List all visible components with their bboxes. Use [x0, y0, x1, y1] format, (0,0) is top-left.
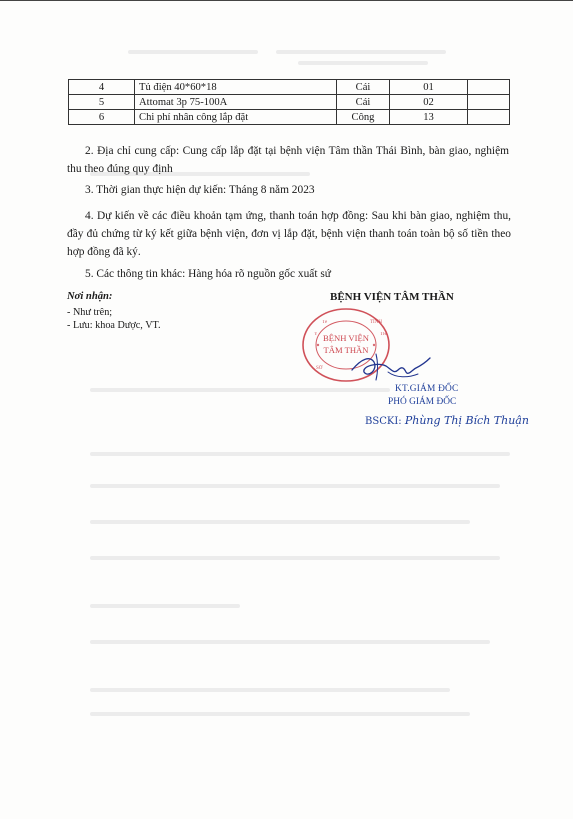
kt-director-line: KT.GIÁM ĐỐC [395, 384, 459, 394]
bleed-through-mark [90, 688, 450, 692]
bleed-through-mark [90, 452, 510, 456]
recipient-line: - Như trên; [67, 307, 113, 318]
svg-text:TH: TH [380, 332, 387, 337]
bleed-through-mark [276, 50, 446, 54]
bleed-through-mark [90, 712, 470, 716]
paragraph-payment-terms: 4. Dự kiến về các điều khoản tạm ứng, thanh toán hợp đồng: Sau khi bàn giao, nghiệm thu, đầy đủ chứng từ ký kết giữa bệnh viện, đơn vị lắp đặt, bệnh viện thanh toán toàn bộ số tiền theo hợp đồng đã ký. [67, 210, 511, 258]
paragraph-timeline: 3. Thời gian thực hiện dự kiến: Tháng 8 năm 2023 [85, 184, 315, 196]
svg-text:Y: Y [314, 332, 318, 337]
bleed-through-mark [90, 388, 390, 392]
table-row [69, 80, 510, 95]
item-name: Attomat 3p 75-100A [135, 95, 337, 110]
item-note [468, 95, 510, 110]
signer-name: Phùng Thị Bích Thuận [404, 414, 529, 427]
item-unit: Cái [337, 80, 390, 95]
item-note [468, 80, 510, 95]
bleed-through-mark [90, 520, 470, 524]
row-number: 4 [69, 80, 135, 95]
handwritten-signature [348, 348, 432, 384]
signer-prefix: BSCKI: [365, 416, 402, 427]
bleed-through-mark [90, 484, 500, 488]
issuing-organization: BỆNH VIỆN TÂM THẦN [330, 291, 454, 303]
svg-text:TÂM THẦN: TÂM THẦN [323, 345, 369, 355]
table-row [69, 95, 510, 110]
recipients-title: Nơi nhận: [67, 291, 113, 302]
item-quantity: 02 [390, 95, 468, 110]
recipient-line: - Lưu: khoa Dược, VT. [67, 320, 161, 331]
svg-text:BỆNH VIỆN: BỆNH VIỆN [323, 333, 369, 343]
svg-text:Tế: Tế [322, 320, 328, 325]
item-quantity: 13 [390, 110, 468, 125]
signer-position: PHÓ GIÁM ĐỐC [388, 397, 457, 407]
table-row [69, 110, 510, 125]
item-name: Tủ điện 40*60*18 [135, 80, 337, 95]
items-table [68, 79, 510, 125]
bleed-through-mark [298, 61, 428, 65]
item-unit: Công [337, 110, 390, 125]
row-number: 6 [69, 110, 135, 125]
signer-line [365, 414, 529, 427]
item-quantity: 01 [390, 80, 468, 95]
svg-text:TỈNH: TỈNH [370, 320, 382, 325]
bleed-through-mark [90, 604, 240, 608]
paragraph-other-info: 5. Các thông tin khác: Hàng hóa rõ nguồn gốc xuất sứ [85, 268, 331, 280]
svg-text:SỞ: SỞ [316, 366, 323, 371]
bleed-through-mark [90, 556, 500, 560]
item-name: Chi phí nhân công lắp đặt [135, 110, 337, 125]
page-top-edge [0, 0, 573, 1]
item-unit: Cái [337, 95, 390, 110]
paragraph-delivery-address: 2. Địa chỉ cung cấp: Cung cấp lắp đặt tại bệnh viện Tâm thần Thái Bình, bàn giao, nghiệm thu theo đúng quy định [67, 145, 509, 175]
item-note [468, 110, 510, 125]
bleed-through-mark [90, 640, 490, 644]
row-number: 5 [69, 95, 135, 110]
bleed-through-mark [128, 50, 258, 54]
